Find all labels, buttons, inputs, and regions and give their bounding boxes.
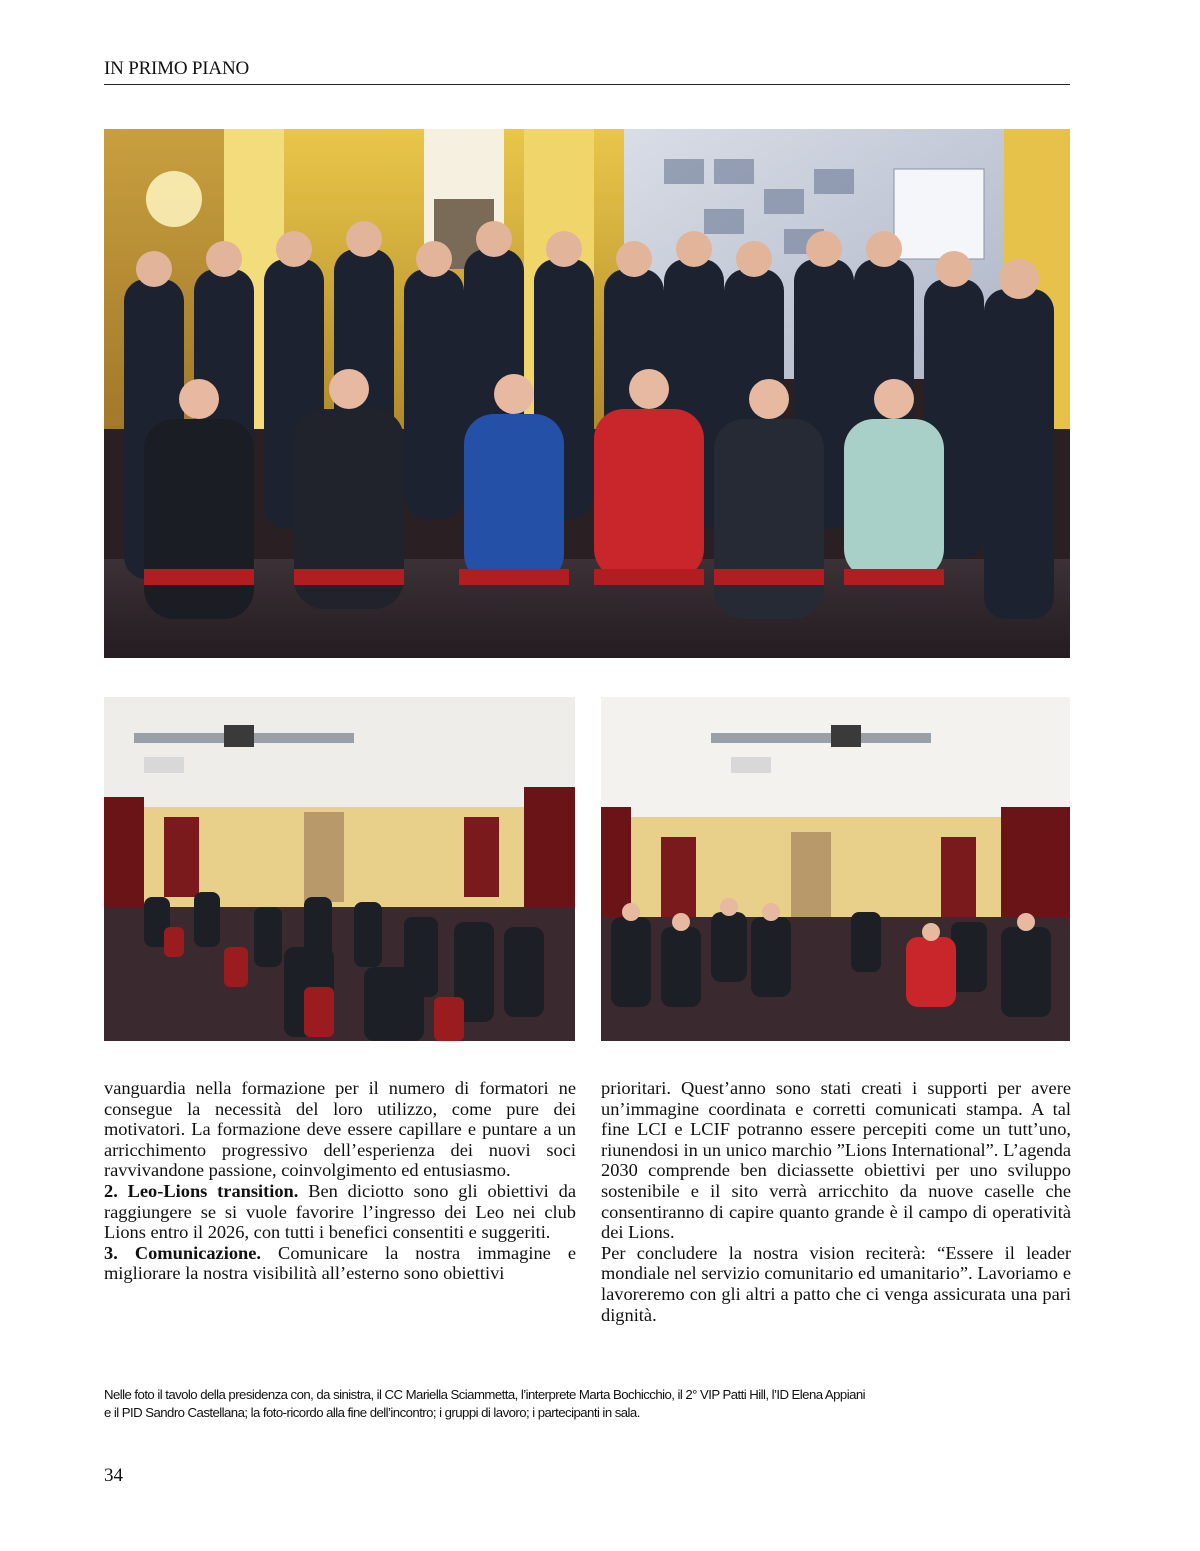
body-column-right [601, 1078, 1071, 1325]
text-leo-lions: Ben diciotto sono gli obiettivi da raggiungere se si vuole favorire l’ingresso dei Leo nei club Lions entro il 2026, con tutti i benefici consentiti e suggeriti. [104, 1180, 576, 1243]
text-comunicazione: Comunicare la nostra immagine e migliorare la nostra visibilità all’esterno sono obiettivi [104, 1242, 576, 1284]
paragraph-vision: Per concludere la nostra vision reciterà: “Essere il leader mondiale nel servizio comunitario ed umanitario”. Lavoriamo e lavoreremo con gli altri a patto che ci venga assicurata una pari dignità. [601, 1242, 1071, 1325]
hall-photo-right [601, 697, 1070, 1041]
paragraph-formazione: vanguardia nella formazione per il numero di formatori ne consegue la necessità del loro utilizzo, come pure dei motivatori. La formazione deve essere capillare e puntare a un arricchimento progressivo dell’esperienza dei nuovi soci ravvivandone passione, coinvolgimento ed entusiasmo. [104, 1078, 576, 1181]
heading-leo-lions: 2. Leo-Lions transition. [104, 1180, 299, 1201]
group-photo [104, 129, 1070, 658]
paragraph-prioritari: prioritari. Quest’anno sono stati creati i supporti per avere un’immagine coordinata e corretti comunicati stampa. A tal fine LCI e LCIF potranno essere percepiti come un tutt’uno, riunendosi in un unico marchio ”Lions International”. L’agenda 2030 comprende ben diciassette obiettivi per uno sviluppo sostenibile e il sito verrà arricchito da nuove caselle che consentiranno di capire quanto grande è il campo di operatività dei Lions. [601, 1078, 1071, 1243]
hall-photo-right-image [601, 697, 1070, 1041]
hall-photo-left [104, 697, 575, 1041]
paragraph-leo-lions [104, 1181, 576, 1243]
body-column-left [104, 1078, 576, 1284]
caption-line-2: e il PID Sandro Castellana; la foto-ricordo alla fine dell’incontro; i gruppi di lavoro; i partecipanti in sala. [104, 1405, 640, 1420]
caption-line-1: Nelle foto il tavolo della presidenza con, da sinistra, il CC Mariella Sciammetta, l’interprete Marta Bochicchio, il 2° VIP Patti Hill, l’ID Elena Appiani [104, 1387, 866, 1402]
group-photo-image [104, 129, 1070, 658]
photo-caption [104, 1386, 1084, 1422]
paragraph-comunicazione [104, 1243, 576, 1284]
page-number: 34 [104, 1465, 123, 1486]
heading-comunicazione: 3. Comunicazione. [104, 1242, 262, 1263]
section-header: IN PRIMO PIANO [104, 58, 1070, 85]
hall-photo-left-image [104, 697, 575, 1041]
